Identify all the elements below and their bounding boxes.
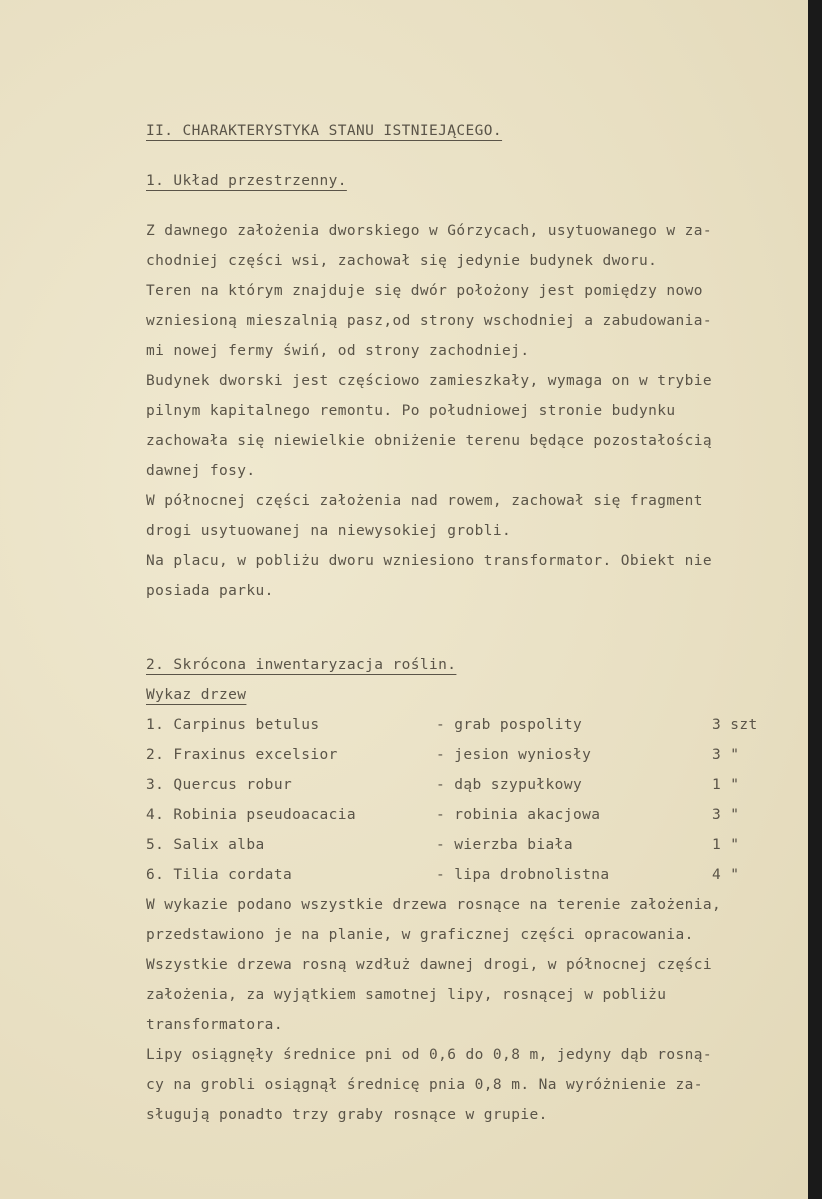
tree-latin-name: 4. Robinia pseudoacacia — [146, 807, 356, 823]
tree-polish-name: - grab pospolity — [436, 717, 583, 733]
tree-count: 1 " — [712, 837, 740, 853]
text-line: Lipy osiągnęły średnice pni od 0,6 do 0,8 m, jedyny dąb rosną- — [146, 1047, 713, 1063]
text-line: W wykazie podano wszystkie drzewa rosnące na terenie założenia, — [146, 897, 722, 913]
tree-count: 3 " — [712, 747, 740, 763]
section-2-paragraph — [146, 890, 786, 1130]
tree-count: 4 " — [712, 867, 740, 883]
tree-polish-name: - dąb szypułkowy — [436, 777, 583, 793]
text-line: transformatora. — [146, 1017, 283, 1033]
tree-list-heading-text: Wykaz drzew — [146, 687, 247, 703]
text-line: Na placu, w pobliżu dworu wzniesiono transformator. Obiekt nie — [146, 553, 713, 569]
text-line: sługują ponadto trzy graby rosnące w grupie. — [146, 1107, 548, 1123]
chapter-title — [146, 116, 786, 146]
section-1-paragraph — [146, 216, 786, 606]
document-body — [146, 108, 786, 1130]
text-line: założenia, za wyjątkiem samotnej lipy, rosnącej w pobliżu — [146, 987, 667, 1003]
text-line: posiada parku. — [146, 583, 274, 599]
table-row — [146, 860, 786, 890]
text-line: chodniej części wsi, zachował się jedynie budynek dworu. — [146, 253, 658, 269]
text-line: mi nowej fermy świń, od strony zachodniej. — [146, 343, 530, 359]
tree-polish-name: - jesion wyniosły — [436, 747, 592, 763]
text-line: przedstawiono je na planie, w graficznej części opracowania. — [146, 927, 694, 943]
section-2-heading-text: 2. Skrócona inwentaryzacja roślin. — [146, 657, 457, 673]
tree-polish-name: - robinia akacjowa — [436, 807, 601, 823]
table-row — [146, 830, 786, 860]
tree-latin-name: 1. Carpinus betulus — [146, 717, 320, 733]
chapter-title-text: II. CHARAKTERYSTYKA STANU ISTNIEJĄCEGO. — [146, 123, 503, 139]
table-row — [146, 770, 786, 800]
tree-latin-name: 5. Salix alba — [146, 837, 265, 853]
text-line: Wszystkie drzewa rosną wzdłuż dawnej drogi, w północnej części — [146, 957, 713, 973]
tree-polish-name: - lipa drobnolistna — [436, 867, 610, 883]
table-row — [146, 710, 786, 740]
text-line: wzniesioną mieszalnią pasz,od strony wschodniej a zabudowania- — [146, 313, 713, 329]
tree-latin-name: 2. Fraxinus excelsior — [146, 747, 338, 763]
tree-list-heading — [146, 680, 786, 710]
tree-count: 1 " — [712, 777, 740, 793]
text-line: cy na grobli osiągnął średnicę pnia 0,8 m. Na wyróżnienie za- — [146, 1077, 703, 1093]
text-line: zachowała się niewielkie obniżenie terenu będące pozostałością — [146, 433, 713, 449]
text-line: Teren na którym znajduje się dwór położony jest pomiędzy nowo — [146, 283, 703, 299]
section-2-heading — [146, 650, 786, 680]
text-line: Z dawnego założenia dworskiego w Górzycach, usytuowanego w za- — [146, 223, 713, 239]
section-1-heading — [146, 166, 786, 196]
table-row — [146, 740, 786, 770]
tree-count: 3 szt — [712, 717, 758, 733]
text-line: pilnym kapitalnego remontu. Po południowej stronie budynku — [146, 403, 676, 419]
tree-latin-name: 6. Tilia cordata — [146, 867, 293, 883]
tree-latin-name: 3. Quercus robur — [146, 777, 293, 793]
tree-polish-name: - wierzba biała — [436, 837, 573, 853]
tree-table — [146, 710, 786, 890]
tree-count: 3 " — [712, 807, 740, 823]
section-1-heading-text: 1. Układ przestrzenny. — [146, 173, 347, 189]
text-line: drogi usytuowanej na niewysokiej grobli. — [146, 523, 512, 539]
text-line: W północnej części założenia nad rowem, zachował się fragment — [146, 493, 703, 509]
text-line: dawnej fosy. — [146, 463, 256, 479]
text-line: Budynek dworski jest częściowo zamieszkały, wymaga on w trybie — [146, 373, 713, 389]
table-row — [146, 800, 786, 830]
